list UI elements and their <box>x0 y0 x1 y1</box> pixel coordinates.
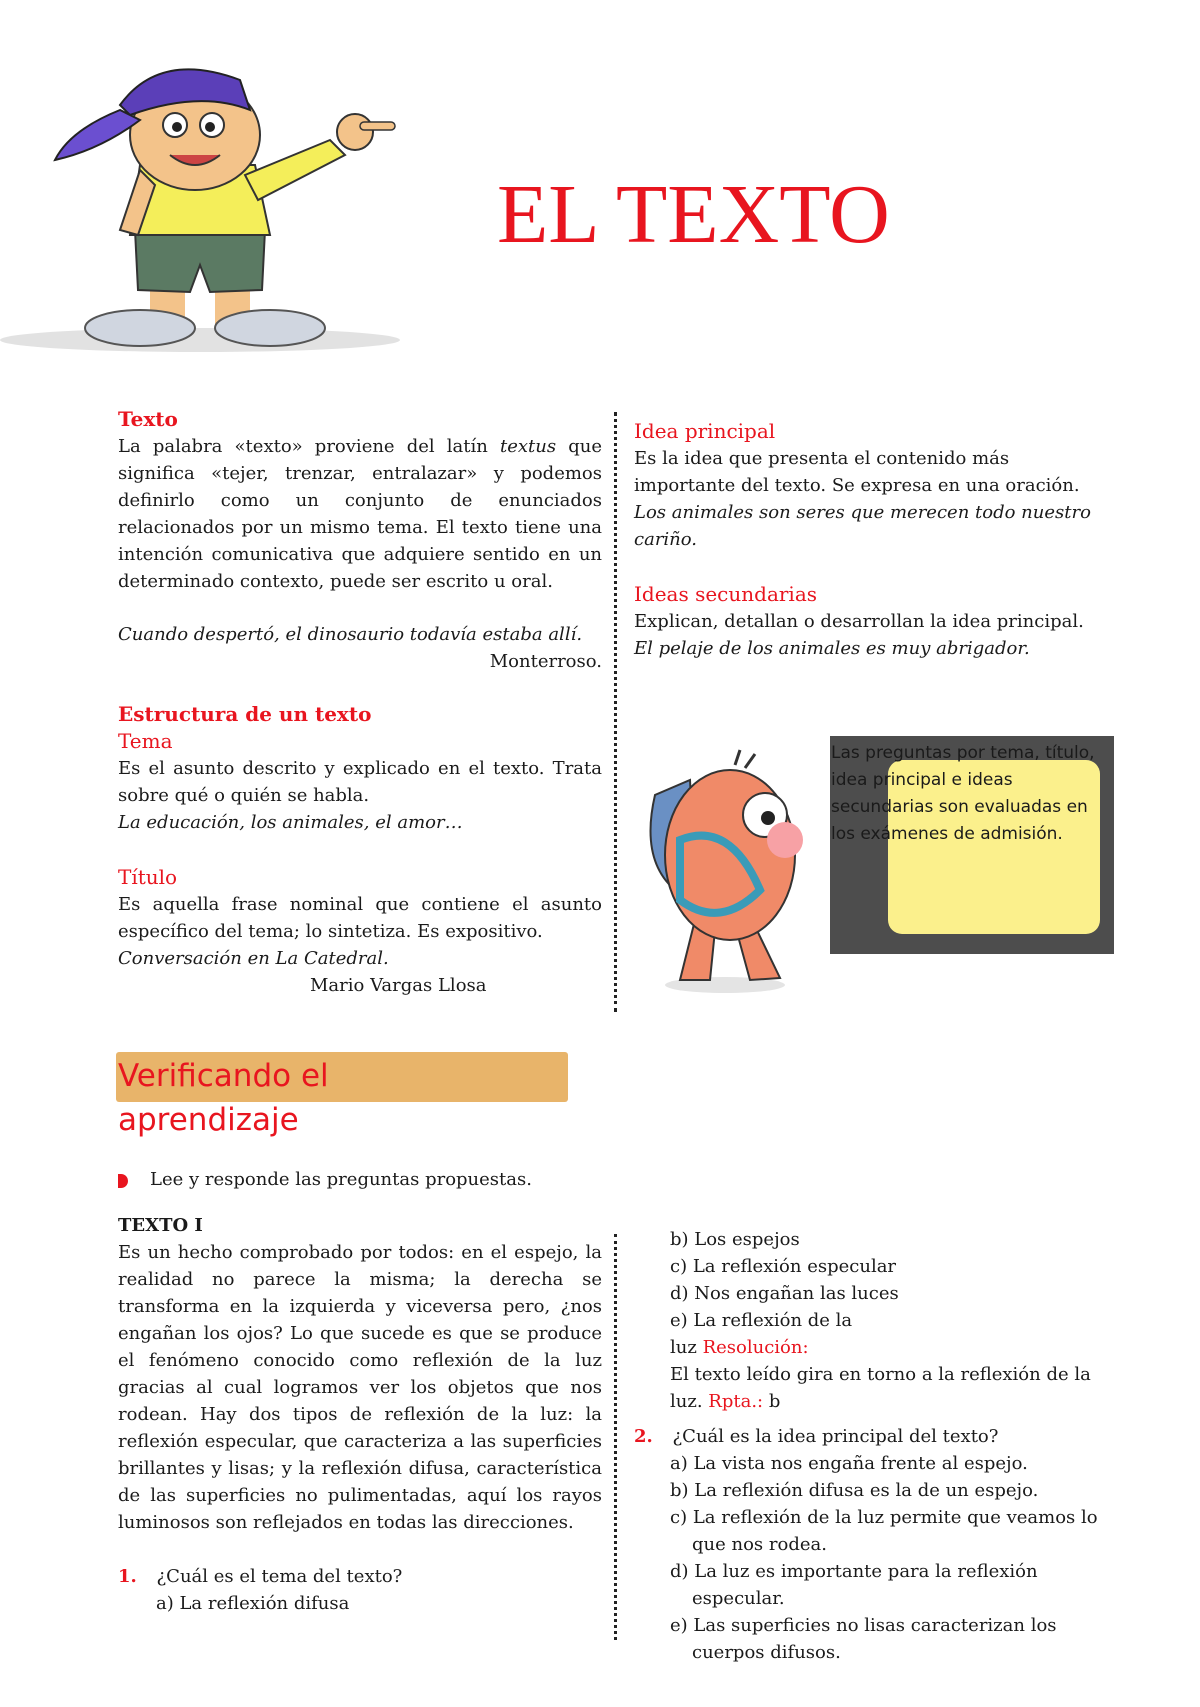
instruction-row <box>118 1166 718 1193</box>
texto1-block <box>118 1212 602 1617</box>
instruction-text: Lee y responde las preguntas propuestas. <box>150 1169 532 1190</box>
texto-heading: Texto <box>118 407 178 431</box>
question-1-text: ¿Cuál es el tema del texto? <box>156 1566 403 1587</box>
quote-text: Cuando despertó, el dinosaurio todavía estaba allí. <box>118 624 583 645</box>
texto1-body: Es un hecho comprobado por todos: en el espejo, la realidad no parece la misma; la derecha se transforma en la izquierda y viceversa pero, ¿nos engañan los ojos? Lo que sucede es que se produce el fenómeno conocido como reflexión de la luz gracias al cual logramos ver los objetos que nos rodean. Hay dos tipos de reflexión de la luz: la reflexión especular, que caracteriza a las superficies brillantes y lisas; y la reflexión difusa, característica de las superficies no pulimentadas, aquí los rayos luminosos son reflejados en todas las direcciones. <box>118 1242 602 1533</box>
quote-author: Monterroso. <box>489 651 602 672</box>
right-column <box>634 418 1114 662</box>
question-2-text: ¿Cuál es la idea principal del texto? <box>672 1426 999 1447</box>
note-frame <box>830 736 1114 954</box>
page-title: EL TEXTO <box>497 168 890 261</box>
question-1-number: 1. <box>118 1566 137 1587</box>
column-divider-bottom <box>614 1234 617 1640</box>
q2-option-b[interactable]: b) La reflexión difusa es la de un espejo. <box>670 1480 1039 1501</box>
tema-text: Es el asunto descrito y explicado en el texto. Trata sobre qué o quién se habla. <box>118 758 602 806</box>
tema-example: La educación, los animales, el amor… <box>118 812 463 833</box>
resolution-label: Resolución: <box>702 1337 809 1358</box>
note-text: Las preguntas por tema, título, idea principal e ideas secundarias son evaluadas en los exámenes de admisión. <box>831 743 1095 844</box>
question-2-number: 2. <box>634 1426 653 1447</box>
estructura-heading: Estructura de un texto <box>118 702 372 726</box>
rpta-label: Rpta.: <box>708 1391 764 1412</box>
rpta-value: b <box>768 1391 781 1412</box>
question-1 <box>118 1563 602 1590</box>
texto1-heading: TEXTO I <box>118 1215 203 1236</box>
idea-principal-example: Los animales son seres que merecen todo nuestro cariño. <box>634 502 1091 550</box>
tema-heading: Tema <box>118 729 173 753</box>
section-title: Verificando el aprendizaje <box>118 1058 329 1138</box>
q1-option-a[interactable]: a) La reflexión difusa <box>156 1593 350 1614</box>
column-divider-top <box>614 412 617 1012</box>
boy-cartoon-illustration <box>0 60 430 360</box>
titulo-heading: Título <box>118 865 178 889</box>
q1-option-e[interactable]: e) La reflexión de la <box>670 1310 853 1331</box>
q1-option-b[interactable]: b) Los espejos <box>670 1229 800 1250</box>
q1-option-d[interactable]: d) Nos engañan las luces <box>670 1283 899 1304</box>
idea-principal-heading: Idea principal <box>634 419 776 443</box>
titulo-example: Conversación en La Catedral. <box>118 948 389 969</box>
q2-option-a[interactable]: a) La vista nos engaña frente al espejo. <box>670 1453 1028 1474</box>
ideas-secundarias-text: Explican, detallan o desarrollan la idea principal. <box>634 611 1084 632</box>
bullet-icon <box>118 1174 128 1188</box>
q2-option-e[interactable]: e) Las superficies no lisas caracterizan los cuerpos difusos. <box>670 1615 1057 1663</box>
titulo-author: Mario Vargas Llosa <box>310 975 487 996</box>
backpack-character-illustration <box>640 740 830 1000</box>
q2-option-d[interactable]: d) La luz es importante para la reflexión especular. <box>670 1561 1038 1609</box>
left-column <box>118 406 602 999</box>
q2-option-c[interactable]: c) La reflexión de la luz permite que veamos lo que nos rodea. <box>670 1507 1098 1555</box>
q1-option-c[interactable]: c) La reflexión especular <box>670 1256 897 1277</box>
ideas-secundarias-heading: Ideas secundarias <box>634 582 818 606</box>
idea-principal-text: Es la idea que presenta el contenido más importante del texto. Se expresa en una oración. <box>634 448 1080 496</box>
titulo-text: Es aquella frase nominal que contiene el asunto específico del tema; lo sintetiza. Es expositivo. <box>118 894 602 942</box>
q1-resolution-text: El texto leído gira en torno a la reflexión de la luz. Rpta.: b <box>670 1364 1091 1412</box>
question-2 <box>634 1423 1114 1450</box>
texto-paragraph: La palabra «texto» proviene del latín textus que significa «tejer, trenzar, entralazar» y podemos definirlo como un conjunto de enunciados relacionados por un mismo tema. El texto tiene una intención comunicativa que adquiere sentido en un determinado contexto, puede ser escrito u oral. <box>118 436 602 592</box>
q2-options <box>634 1450 1114 1666</box>
answers-column <box>634 1226 1114 1666</box>
q1-resolution-line: luz Resolución: <box>670 1337 809 1358</box>
ideas-secundarias-example: El pelaje de los animales es muy abrigador. <box>634 638 1030 659</box>
